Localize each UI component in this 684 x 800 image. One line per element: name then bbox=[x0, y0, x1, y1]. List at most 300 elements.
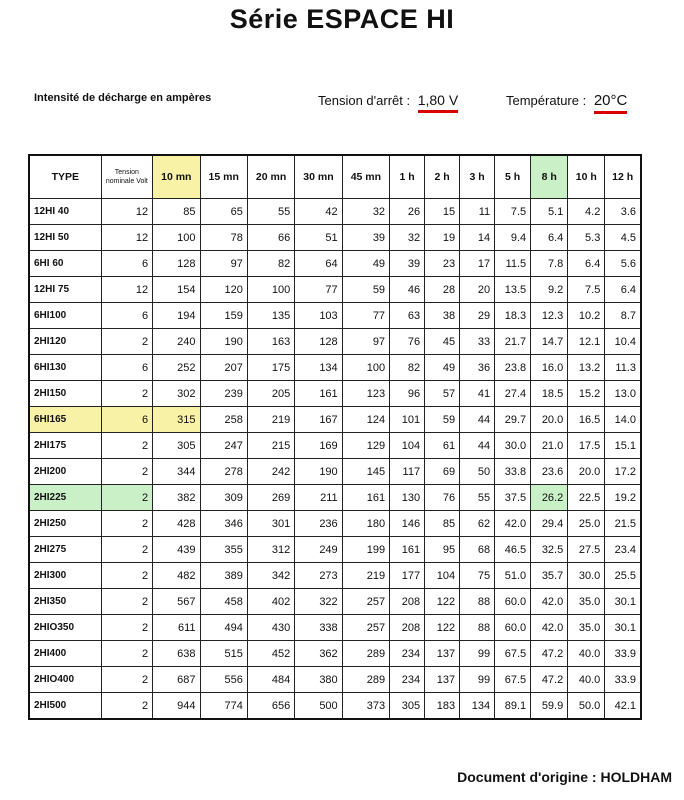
value-cell: 7.5 bbox=[495, 199, 531, 225]
value-cell: 183 bbox=[425, 693, 460, 720]
value-cell: 239 bbox=[200, 381, 247, 407]
value-cell: 355 bbox=[200, 537, 247, 563]
value-cell: 37.5 bbox=[495, 485, 531, 511]
value-cell: 44 bbox=[460, 407, 495, 433]
value-cell: 76 bbox=[425, 485, 460, 511]
value-cell: 944 bbox=[153, 693, 200, 720]
value-cell: 273 bbox=[295, 563, 342, 589]
value-cell: 428 bbox=[153, 511, 200, 537]
value-cell: 4.5 bbox=[605, 225, 641, 251]
table-row bbox=[29, 615, 641, 641]
column-header: 15 mn bbox=[200, 155, 247, 199]
value-cell: 2 bbox=[101, 693, 153, 720]
value-cell: 50 bbox=[460, 459, 495, 485]
value-cell: 312 bbox=[247, 537, 294, 563]
value-cell: 20.0 bbox=[531, 407, 568, 433]
value-cell: 301 bbox=[247, 511, 294, 537]
value-cell: 96 bbox=[390, 381, 425, 407]
value-cell: 15.1 bbox=[605, 433, 641, 459]
value-cell: 59.9 bbox=[531, 693, 568, 720]
value-cell: 137 bbox=[425, 667, 460, 693]
cutoff-voltage bbox=[318, 92, 458, 113]
value-cell: 130 bbox=[390, 485, 425, 511]
value-cell: 50.0 bbox=[568, 693, 605, 720]
type-cell: 2HI275 bbox=[29, 537, 101, 563]
column-header: TYPE bbox=[29, 155, 101, 199]
table-row bbox=[29, 433, 641, 459]
value-cell: 305 bbox=[390, 693, 425, 720]
value-cell: 21.5 bbox=[605, 511, 641, 537]
value-cell: 25.5 bbox=[605, 563, 641, 589]
value-cell: 42.0 bbox=[531, 615, 568, 641]
value-cell: 122 bbox=[425, 615, 460, 641]
column-header: 5 h bbox=[495, 155, 531, 199]
type-cell: 6HI165 bbox=[29, 407, 101, 433]
value-cell: 5.6 bbox=[605, 251, 641, 277]
value-cell: 10.2 bbox=[568, 303, 605, 329]
table-row bbox=[29, 381, 641, 407]
value-cell: 9.2 bbox=[531, 277, 568, 303]
value-cell: 99 bbox=[460, 667, 495, 693]
column-header: 1 h bbox=[390, 155, 425, 199]
value-cell: 247 bbox=[200, 433, 247, 459]
value-cell: 20 bbox=[460, 277, 495, 303]
value-cell: 12 bbox=[101, 199, 153, 225]
value-cell: 269 bbox=[247, 485, 294, 511]
value-cell: 46.5 bbox=[495, 537, 531, 563]
value-cell: 219 bbox=[247, 407, 294, 433]
value-cell: 89.1 bbox=[495, 693, 531, 720]
value-cell: 29 bbox=[460, 303, 495, 329]
value-cell: 240 bbox=[153, 329, 200, 355]
value-cell: 28 bbox=[425, 277, 460, 303]
value-cell: 42.0 bbox=[531, 589, 568, 615]
column-header: 10 mn bbox=[153, 155, 200, 199]
value-cell: 190 bbox=[200, 329, 247, 355]
type-cell: 2HIO400 bbox=[29, 667, 101, 693]
column-header: 2 h bbox=[425, 155, 460, 199]
value-cell: 4.2 bbox=[568, 199, 605, 225]
value-cell: 2 bbox=[101, 537, 153, 563]
discharge-table bbox=[28, 154, 642, 720]
value-cell: 85 bbox=[153, 199, 200, 225]
value-cell: 180 bbox=[342, 511, 389, 537]
type-cell: 6HI100 bbox=[29, 303, 101, 329]
value-cell: 128 bbox=[295, 329, 342, 355]
table-row bbox=[29, 303, 641, 329]
value-cell: 346 bbox=[200, 511, 247, 537]
value-cell: 82 bbox=[247, 251, 294, 277]
value-cell: 23 bbox=[425, 251, 460, 277]
value-cell: 289 bbox=[342, 641, 389, 667]
value-cell: 10.4 bbox=[605, 329, 641, 355]
value-cell: 257 bbox=[342, 589, 389, 615]
value-cell: 11.5 bbox=[495, 251, 531, 277]
value-cell: 430 bbox=[247, 615, 294, 641]
value-cell: 17 bbox=[460, 251, 495, 277]
type-cell: 2HI500 bbox=[29, 693, 101, 720]
value-cell: 2 bbox=[101, 563, 153, 589]
table-row bbox=[29, 589, 641, 615]
value-cell: 35.0 bbox=[568, 615, 605, 641]
value-cell: 344 bbox=[153, 459, 200, 485]
value-cell: 252 bbox=[153, 355, 200, 381]
value-cell: 124 bbox=[342, 407, 389, 433]
value-cell: 40.0 bbox=[568, 641, 605, 667]
value-cell: 38 bbox=[425, 303, 460, 329]
column-header: 3 h bbox=[460, 155, 495, 199]
value-cell: 2 bbox=[101, 615, 153, 641]
value-cell: 2 bbox=[101, 329, 153, 355]
table-row bbox=[29, 693, 641, 720]
value-cell: 42.0 bbox=[495, 511, 531, 537]
value-cell: 234 bbox=[390, 641, 425, 667]
value-cell: 500 bbox=[295, 693, 342, 720]
value-cell: 100 bbox=[247, 277, 294, 303]
table-subtitle: Intensité de décharge en ampères bbox=[34, 92, 212, 104]
value-cell: 305 bbox=[153, 433, 200, 459]
value-cell: 20.0 bbox=[568, 459, 605, 485]
value-cell: 6 bbox=[101, 251, 153, 277]
value-cell: 215 bbox=[247, 433, 294, 459]
value-cell: 32 bbox=[390, 225, 425, 251]
table-row bbox=[29, 251, 641, 277]
value-cell: 46 bbox=[390, 277, 425, 303]
value-cell: 129 bbox=[342, 433, 389, 459]
table-row bbox=[29, 641, 641, 667]
value-cell: 5.3 bbox=[568, 225, 605, 251]
type-cell: 2HI200 bbox=[29, 459, 101, 485]
type-cell: 6HI 60 bbox=[29, 251, 101, 277]
value-cell: 199 bbox=[342, 537, 389, 563]
temperature-value: 20°C bbox=[594, 92, 628, 114]
value-cell: 6 bbox=[101, 407, 153, 433]
value-cell: 515 bbox=[200, 641, 247, 667]
value-cell: 51 bbox=[295, 225, 342, 251]
value-cell: 76 bbox=[390, 329, 425, 355]
value-cell: 146 bbox=[390, 511, 425, 537]
value-cell: 16.0 bbox=[531, 355, 568, 381]
value-cell: 190 bbox=[295, 459, 342, 485]
value-cell: 13.0 bbox=[605, 381, 641, 407]
value-cell: 29.7 bbox=[495, 407, 531, 433]
value-cell: 14.7 bbox=[531, 329, 568, 355]
value-cell: 167 bbox=[295, 407, 342, 433]
value-cell: 11.3 bbox=[605, 355, 641, 381]
value-cell: 51.0 bbox=[495, 563, 531, 589]
value-cell: 154 bbox=[153, 277, 200, 303]
value-cell: 78 bbox=[200, 225, 247, 251]
value-cell: 389 bbox=[200, 563, 247, 589]
value-cell: 12 bbox=[101, 277, 153, 303]
value-cell: 27.4 bbox=[495, 381, 531, 407]
table-row bbox=[29, 459, 641, 485]
value-cell: 35.7 bbox=[531, 563, 568, 589]
value-cell: 66 bbox=[247, 225, 294, 251]
value-cell: 32.5 bbox=[531, 537, 568, 563]
value-cell: 19 bbox=[425, 225, 460, 251]
table-row bbox=[29, 329, 641, 355]
value-cell: 15 bbox=[425, 199, 460, 225]
value-cell: 2 bbox=[101, 433, 153, 459]
value-cell: 8.7 bbox=[605, 303, 641, 329]
document-source: Document d'origine : HOLDHAM bbox=[457, 769, 672, 785]
type-cell: 12HI 75 bbox=[29, 277, 101, 303]
value-cell: 315 bbox=[153, 407, 200, 433]
value-cell: 42.1 bbox=[605, 693, 641, 720]
value-cell: 12 bbox=[101, 225, 153, 251]
value-cell: 258 bbox=[200, 407, 247, 433]
value-cell: 2 bbox=[101, 511, 153, 537]
value-cell: 17.5 bbox=[568, 433, 605, 459]
table-row bbox=[29, 485, 641, 511]
value-cell: 134 bbox=[460, 693, 495, 720]
value-cell: 26.2 bbox=[531, 485, 568, 511]
value-cell: 33.9 bbox=[605, 667, 641, 693]
value-cell: 205 bbox=[247, 381, 294, 407]
value-cell: 30.0 bbox=[568, 563, 605, 589]
value-cell: 32 bbox=[342, 199, 389, 225]
value-cell: 45 bbox=[425, 329, 460, 355]
table-row bbox=[29, 225, 641, 251]
type-cell: 2HI175 bbox=[29, 433, 101, 459]
value-cell: 99 bbox=[460, 641, 495, 667]
table-row bbox=[29, 667, 641, 693]
value-cell: 338 bbox=[295, 615, 342, 641]
table-row bbox=[29, 563, 641, 589]
value-cell: 135 bbox=[247, 303, 294, 329]
value-cell: 6 bbox=[101, 303, 153, 329]
value-cell: 242 bbox=[247, 459, 294, 485]
type-cell: 2HI150 bbox=[29, 381, 101, 407]
value-cell: 13.5 bbox=[495, 277, 531, 303]
value-cell: 7.8 bbox=[531, 251, 568, 277]
value-cell: 62 bbox=[460, 511, 495, 537]
value-cell: 61 bbox=[425, 433, 460, 459]
value-cell: 234 bbox=[390, 667, 425, 693]
value-cell: 40.0 bbox=[568, 667, 605, 693]
type-cell: 12HI 40 bbox=[29, 199, 101, 225]
value-cell: 117 bbox=[390, 459, 425, 485]
value-cell: 104 bbox=[425, 563, 460, 589]
value-cell: 373 bbox=[342, 693, 389, 720]
value-cell: 159 bbox=[200, 303, 247, 329]
type-cell: 2HI350 bbox=[29, 589, 101, 615]
temperature bbox=[506, 92, 627, 114]
value-cell: 69 bbox=[425, 459, 460, 485]
value-cell: 556 bbox=[200, 667, 247, 693]
value-cell: 380 bbox=[295, 667, 342, 693]
value-cell: 6.4 bbox=[605, 277, 641, 303]
value-cell: 638 bbox=[153, 641, 200, 667]
value-cell: 2 bbox=[101, 459, 153, 485]
cutoff-voltage-label: Tension d'arrêt : bbox=[318, 93, 411, 108]
value-cell: 2 bbox=[101, 667, 153, 693]
value-cell: 18.3 bbox=[495, 303, 531, 329]
table-row bbox=[29, 277, 641, 303]
value-cell: 14 bbox=[460, 225, 495, 251]
value-cell: 208 bbox=[390, 615, 425, 641]
value-cell: 55 bbox=[247, 199, 294, 225]
value-cell: 33.8 bbox=[495, 459, 531, 485]
column-header: 8 h bbox=[531, 155, 568, 199]
value-cell: 63 bbox=[390, 303, 425, 329]
value-cell: 19.2 bbox=[605, 485, 641, 511]
value-cell: 249 bbox=[295, 537, 342, 563]
table-row bbox=[29, 355, 641, 381]
value-cell: 68 bbox=[460, 537, 495, 563]
value-cell: 13.2 bbox=[568, 355, 605, 381]
value-cell: 7.5 bbox=[568, 277, 605, 303]
value-cell: 36 bbox=[460, 355, 495, 381]
value-cell: 101 bbox=[390, 407, 425, 433]
value-cell: 97 bbox=[342, 329, 389, 355]
value-cell: 123 bbox=[342, 381, 389, 407]
column-header: 45 mn bbox=[342, 155, 389, 199]
value-cell: 175 bbox=[247, 355, 294, 381]
value-cell: 302 bbox=[153, 381, 200, 407]
type-cell: 2HI120 bbox=[29, 329, 101, 355]
value-cell: 47.2 bbox=[531, 667, 568, 693]
value-cell: 236 bbox=[295, 511, 342, 537]
value-cell: 163 bbox=[247, 329, 294, 355]
value-cell: 362 bbox=[295, 641, 342, 667]
type-cell: 12HI 50 bbox=[29, 225, 101, 251]
value-cell: 77 bbox=[342, 303, 389, 329]
value-cell: 77 bbox=[295, 277, 342, 303]
value-cell: 21.0 bbox=[531, 433, 568, 459]
value-cell: 49 bbox=[425, 355, 460, 381]
value-cell: 30.1 bbox=[605, 589, 641, 615]
value-cell: 95 bbox=[425, 537, 460, 563]
column-header: 12 h bbox=[605, 155, 641, 199]
value-cell: 309 bbox=[200, 485, 247, 511]
value-cell: 322 bbox=[295, 589, 342, 615]
value-cell: 88 bbox=[460, 589, 495, 615]
value-cell: 122 bbox=[425, 589, 460, 615]
value-cell: 88 bbox=[460, 615, 495, 641]
value-cell: 85 bbox=[425, 511, 460, 537]
value-cell: 5.1 bbox=[531, 199, 568, 225]
value-cell: 67.5 bbox=[495, 667, 531, 693]
value-cell: 12.1 bbox=[568, 329, 605, 355]
type-cell: 2HI225 bbox=[29, 485, 101, 511]
value-cell: 42 bbox=[295, 199, 342, 225]
column-header: Tension nominale Volt bbox=[101, 155, 153, 199]
value-cell: 342 bbox=[247, 563, 294, 589]
value-cell: 67.5 bbox=[495, 641, 531, 667]
value-cell: 6.4 bbox=[568, 251, 605, 277]
value-cell: 2 bbox=[101, 485, 153, 511]
column-header: 30 mn bbox=[295, 155, 342, 199]
value-cell: 382 bbox=[153, 485, 200, 511]
type-cell: 2HI250 bbox=[29, 511, 101, 537]
value-cell: 9.4 bbox=[495, 225, 531, 251]
value-cell: 567 bbox=[153, 589, 200, 615]
value-cell: 75 bbox=[460, 563, 495, 589]
table-row bbox=[29, 537, 641, 563]
type-cell: 2HI300 bbox=[29, 563, 101, 589]
value-cell: 656 bbox=[247, 693, 294, 720]
value-cell: 2 bbox=[101, 381, 153, 407]
value-cell: 23.6 bbox=[531, 459, 568, 485]
value-cell: 16.5 bbox=[568, 407, 605, 433]
type-cell: 2HIO350 bbox=[29, 615, 101, 641]
value-cell: 30.1 bbox=[605, 615, 641, 641]
table-body bbox=[29, 199, 641, 720]
value-cell: 12.3 bbox=[531, 303, 568, 329]
value-cell: 194 bbox=[153, 303, 200, 329]
table-header-row bbox=[29, 155, 641, 199]
value-cell: 33 bbox=[460, 329, 495, 355]
value-cell: 169 bbox=[295, 433, 342, 459]
value-cell: 120 bbox=[200, 277, 247, 303]
value-cell: 137 bbox=[425, 641, 460, 667]
value-cell: 2 bbox=[101, 589, 153, 615]
value-cell: 25.0 bbox=[568, 511, 605, 537]
cutoff-voltage-value: 1,80 V bbox=[418, 92, 458, 113]
value-cell: 257 bbox=[342, 615, 389, 641]
value-cell: 60.0 bbox=[495, 589, 531, 615]
value-cell: 64 bbox=[295, 251, 342, 277]
value-cell: 65 bbox=[200, 199, 247, 225]
value-cell: 161 bbox=[295, 381, 342, 407]
value-cell: 145 bbox=[342, 459, 389, 485]
type-cell: 6HI130 bbox=[29, 355, 101, 381]
value-cell: 6.4 bbox=[531, 225, 568, 251]
value-cell: 611 bbox=[153, 615, 200, 641]
value-cell: 219 bbox=[342, 563, 389, 589]
value-cell: 23.8 bbox=[495, 355, 531, 381]
value-cell: 97 bbox=[200, 251, 247, 277]
value-cell: 41 bbox=[460, 381, 495, 407]
value-cell: 33.9 bbox=[605, 641, 641, 667]
value-cell: 29.4 bbox=[531, 511, 568, 537]
value-cell: 26 bbox=[390, 199, 425, 225]
value-cell: 278 bbox=[200, 459, 247, 485]
value-cell: 59 bbox=[342, 277, 389, 303]
value-cell: 207 bbox=[200, 355, 247, 381]
value-cell: 44 bbox=[460, 433, 495, 459]
value-cell: 494 bbox=[200, 615, 247, 641]
column-header: 20 mn bbox=[247, 155, 294, 199]
type-cell: 2HI400 bbox=[29, 641, 101, 667]
value-cell: 11 bbox=[460, 199, 495, 225]
value-cell: 161 bbox=[390, 537, 425, 563]
value-cell: 60.0 bbox=[495, 615, 531, 641]
value-cell: 774 bbox=[200, 693, 247, 720]
value-cell: 402 bbox=[247, 589, 294, 615]
value-cell: 208 bbox=[390, 589, 425, 615]
value-cell: 17.2 bbox=[605, 459, 641, 485]
value-cell: 55 bbox=[460, 485, 495, 511]
value-cell: 35.0 bbox=[568, 589, 605, 615]
value-cell: 458 bbox=[200, 589, 247, 615]
value-cell: 3.6 bbox=[605, 199, 641, 225]
value-cell: 39 bbox=[390, 251, 425, 277]
value-cell: 484 bbox=[247, 667, 294, 693]
value-cell: 59 bbox=[425, 407, 460, 433]
value-cell: 2 bbox=[101, 641, 153, 667]
value-cell: 289 bbox=[342, 667, 389, 693]
value-cell: 439 bbox=[153, 537, 200, 563]
value-cell: 30.0 bbox=[495, 433, 531, 459]
column-header: 10 h bbox=[568, 155, 605, 199]
value-cell: 49 bbox=[342, 251, 389, 277]
value-cell: 161 bbox=[342, 485, 389, 511]
value-cell: 177 bbox=[390, 563, 425, 589]
value-cell: 18.5 bbox=[531, 381, 568, 407]
